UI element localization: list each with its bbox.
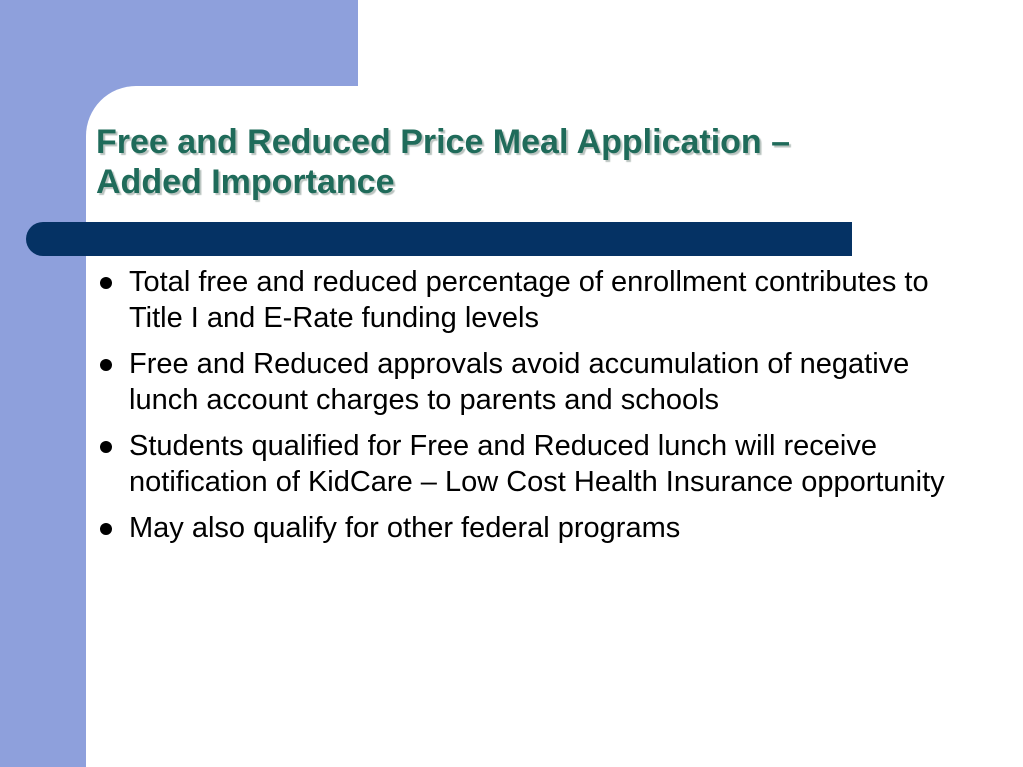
bullet-text: Students qualified for Free and Reduced lunch will receive notification of KidCare – Low Cost Health Insurance opportunity (129, 430, 945, 498)
slide-title (96, 122, 976, 202)
bullet-item (96, 264, 976, 336)
top-accent-block (86, 0, 358, 86)
title-divider-bar (26, 222, 852, 256)
bullet-text: Free and Reduced approvals avoid accumulation of negative lunch account charges to parents and schools (129, 348, 910, 416)
bullet-item (96, 346, 976, 418)
bullet-dot-icon (100, 523, 112, 535)
bullet-item (96, 510, 976, 546)
bullet-dot-icon (100, 441, 112, 453)
bullet-dot-icon (100, 277, 112, 289)
bullet-text: Total free and reduced percentage of enrollment contributes to Title I and E-Rate funding levels (129, 266, 929, 334)
slide-title-line-2: Added Importance (96, 163, 395, 201)
side-accent-bar (0, 0, 86, 767)
slide-title-line-1: Free and Reduced Price Meal Application – (96, 123, 791, 161)
bullet-item (96, 428, 976, 500)
bullet-text: May also qualify for other federal programs (129, 512, 681, 544)
bullet-dot-icon (100, 359, 112, 371)
bullet-list (96, 264, 976, 556)
